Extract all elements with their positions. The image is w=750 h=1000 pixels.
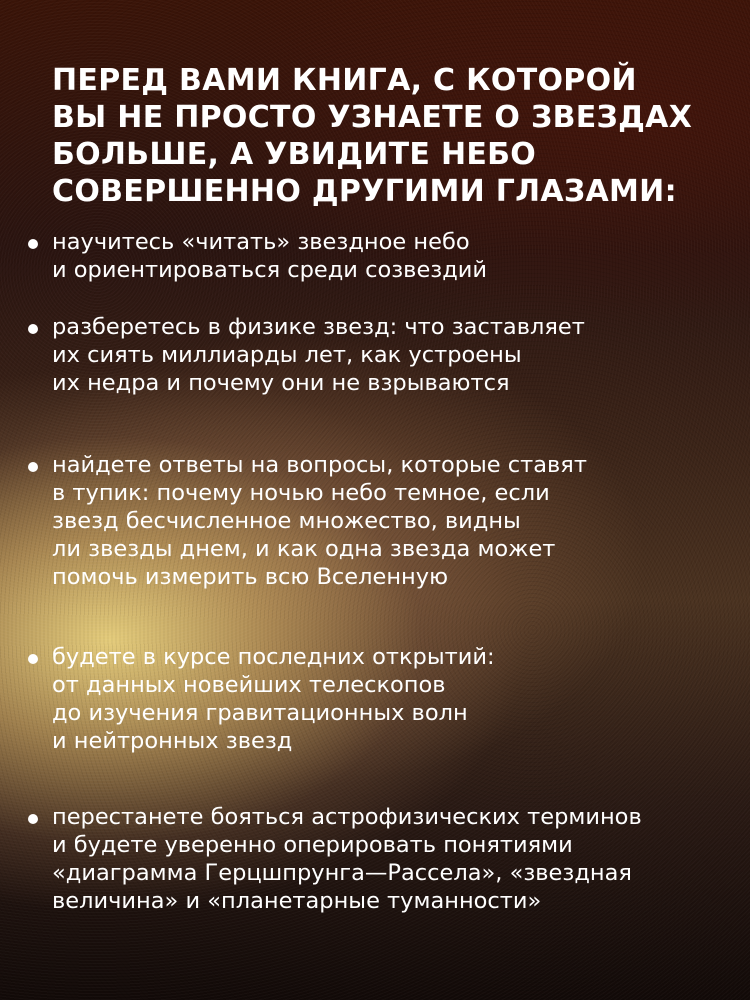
- benefit-line: величина» и «планетарные туманности»: [52, 888, 542, 914]
- bullet-dot-icon: [28, 462, 38, 472]
- bullet-dot-icon: [28, 239, 38, 249]
- benefit-line: в тупик: почему ночью небо темное, если: [52, 480, 550, 506]
- benefit-text: [52, 228, 487, 284]
- headline: [52, 62, 712, 210]
- benefit-text: [52, 643, 495, 755]
- benefit-text: [52, 313, 585, 397]
- benefit-line: и ориентироваться среди созвездий: [52, 257, 488, 283]
- headline-line: ПЕРЕД ВАМИ КНИГА, С КОТОРОЙ: [52, 63, 637, 98]
- benefit-line: научитесь «читать» звездное небо: [52, 229, 470, 255]
- benefit-line: будете в курсе последних открытий:: [52, 644, 495, 670]
- headline-line: ВЫ НЕ ПРОСТО УЗНАЕТЕ О ЗВЕЗДАХ: [52, 100, 693, 135]
- benefit-line: и нейтронных звезд: [52, 728, 293, 754]
- bullet-dot-icon: [28, 654, 38, 664]
- benefit-line: звезд бесчисленное множество, видны: [52, 508, 521, 534]
- headline-line: СОВЕРШЕННО ДРУГИМИ ГЛАЗАМИ:: [52, 174, 677, 209]
- benefit-line: перестанете бояться астрофизических терминов: [52, 804, 642, 830]
- benefit-text: [52, 451, 587, 591]
- benefit-line: разберетесь в физике звезд: что заставляет: [52, 314, 585, 340]
- benefit-line: ли звезды днем, и как одна звезда может: [52, 536, 556, 562]
- benefit-line: «диаграмма Герцшпрунга—Рассела», «звездная: [52, 860, 632, 886]
- benefit-line: их недра и почему они не взрываются: [52, 370, 510, 396]
- benefit-line: найдете ответы на вопросы, которые ставят: [52, 452, 587, 478]
- benefit-line: и будете уверенно оперировать понятиями: [52, 832, 573, 858]
- benefit-text: [52, 803, 642, 915]
- bullet-dot-icon: [28, 814, 38, 824]
- benefit-line: их сиять миллиарды лет, как устроены: [52, 342, 522, 368]
- headline-line: БОЛЬШЕ, А УВИДИТЕ НЕБО: [52, 137, 537, 172]
- benefit-line: помочь измерить всю Вселенную: [52, 564, 449, 590]
- benefit-line: от данных новейших телескопов: [52, 672, 446, 698]
- benefit-line: до изучения гравитационных волн: [52, 700, 468, 726]
- bullet-dot-icon: [28, 324, 38, 334]
